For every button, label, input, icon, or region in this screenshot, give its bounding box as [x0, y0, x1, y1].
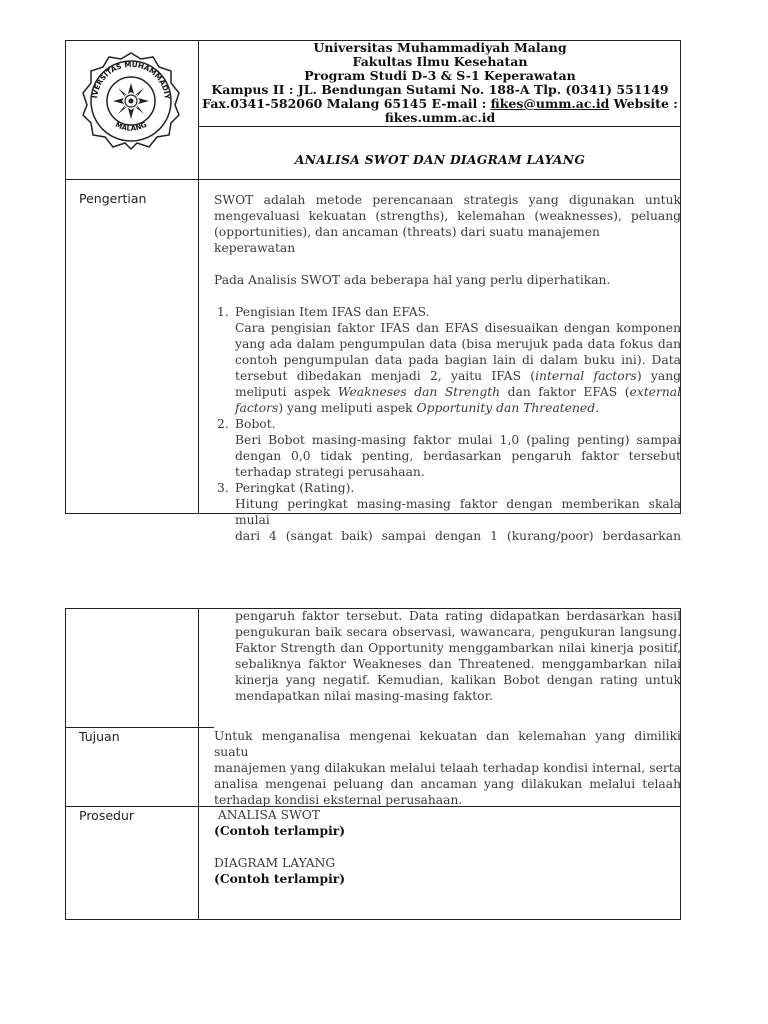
list-item: 2. Bobot. Beri Bobot masing-masing faktor mulai 1,0 (paling penting) sampai dengan 0,0 tidak penting, berdasarkan pengaruh faktor tersebut terhadap strategi perusahaan.: [217, 417, 681, 479]
faculty-name: Fakultas Ilmu Kesehatan: [352, 54, 528, 69]
fax-text: Fax.0341-582060 Malang 65145 E-mail :: [202, 96, 491, 111]
logo-top-text: IVERSITAS MUHAMMADIY: [90, 59, 172, 100]
tujuan-content: Untuk menganalisa mengenai kekuatan dan kelemahan yang dimiliki suatu manajemen yang dilakukan melalui telaah terhadap kondisi internal, serta analisa mengenai peluang dan ancaman yang dilakukan melalui telaah terhadap kondisi eksternal perusahaan.: [214, 729, 681, 807]
website-link[interactable]: fikes.umm.ac.id: [384, 110, 496, 125]
row-divider-tujuan: [66, 727, 214, 728]
intro-line: (opportunities), dan ancaman (threats) dari suatu manajemen keperawatan: [214, 225, 600, 255]
analisa-swot-note: (Contoh terlampir): [214, 823, 346, 838]
document-table-page-1: [65, 40, 682, 543]
website-label: Website :: [609, 96, 678, 111]
item-title: Pengisian Item IFAS dan EFAS.: [235, 305, 430, 319]
column-divider: [198, 609, 199, 919]
program-name: Program Studi D-3 & S-1 Keperawatan: [304, 68, 576, 83]
item-title: Bobot.: [235, 417, 276, 431]
email-link[interactable]: fikes@umm.ac.id: [490, 96, 610, 111]
pengertian-label: Pengertian: [79, 191, 147, 206]
row-divider-title: [198, 126, 680, 127]
university-name: Universitas Muhammadiyah Malang: [313, 40, 567, 55]
prosedur-content: [214, 807, 681, 887]
university-logo: [79, 49, 183, 153]
row-divider-header: [66, 179, 680, 180]
tujuan-label: Tujuan: [79, 729, 120, 744]
pengertian-continued: pengaruh faktor tersebut. Data rating didapatkan berdasarkan hasil pengukuran baik secara observasi, wawancara, pengukuran langsung. Faktor Strength dan Opportunity menggambarkan nilai kinerja positif, sebaliknya faktor Weakneses dan Threatened. menggambarkan nilai kinerja yang negatif. Kemudian, kalikan Bobot dengan rating untuk mendapatkan nilai masing-masing faktor.: [235, 609, 681, 703]
analisa-swot-label: ANALISA SWOT: [214, 808, 321, 822]
diagram-layang-label: DIAGRAM LAYANG: [214, 856, 336, 870]
lead-text: Pada Analisis SWOT ada beberapa hal yang perlu diperhatikan.: [214, 273, 611, 287]
intro-line: SWOT adalah metode perencanaan strategis yang digunakan untuk: [214, 193, 681, 207]
logo-bottom-text: MALANG: [113, 120, 149, 133]
swot-steps-list: [214, 304, 681, 544]
contact-line: [199, 97, 681, 111]
campus-address: Kampus II : JL. Bendungan Sutami No. 188-A Tlp. (0341) 551149: [211, 82, 669, 97]
document-title: ANALISA SWOT DAN DIAGRAM LAYANG: [294, 152, 586, 167]
document-table-page-2: [65, 608, 681, 920]
intro-line: mengevaluasi kekuatan (strengths), kelemahan (weaknesses), peluang: [214, 209, 681, 223]
pengertian-content: [214, 192, 681, 544]
institution-header: [199, 41, 681, 125]
diagram-layang-note: (Contoh terlampir): [214, 871, 346, 886]
prosedur-label: Prosedur: [79, 808, 135, 823]
item-title: Peringkat (Rating).: [235, 481, 355, 495]
list-item: 1. Pengisian Item IFAS dan EFAS. Cara pengisian faktor IFAS dan EFAS disesuaikan dengan komponen yang ada dalam pengumpulan data (bisa merujuk pada data fokus dan contoh pengumpulan data pada bagian lain di dalam buku ini). Data tersebut dibedakan menjadi 2, yaitu IFAS (internal factors) yang meliputi aspek Weakneses dan Strength dan faktor EFAS (external factors) yang meliputi aspek Opportunity dan Threatened.: [217, 305, 682, 415]
list-item: 3. Peringkat (Rating). Hitung peringkat masing-masing faktor dengan memberikan skala mulai dari 4 (sangat baik) sampai dengan 1 (kurang/poor) berdasarkan: [217, 481, 681, 543]
